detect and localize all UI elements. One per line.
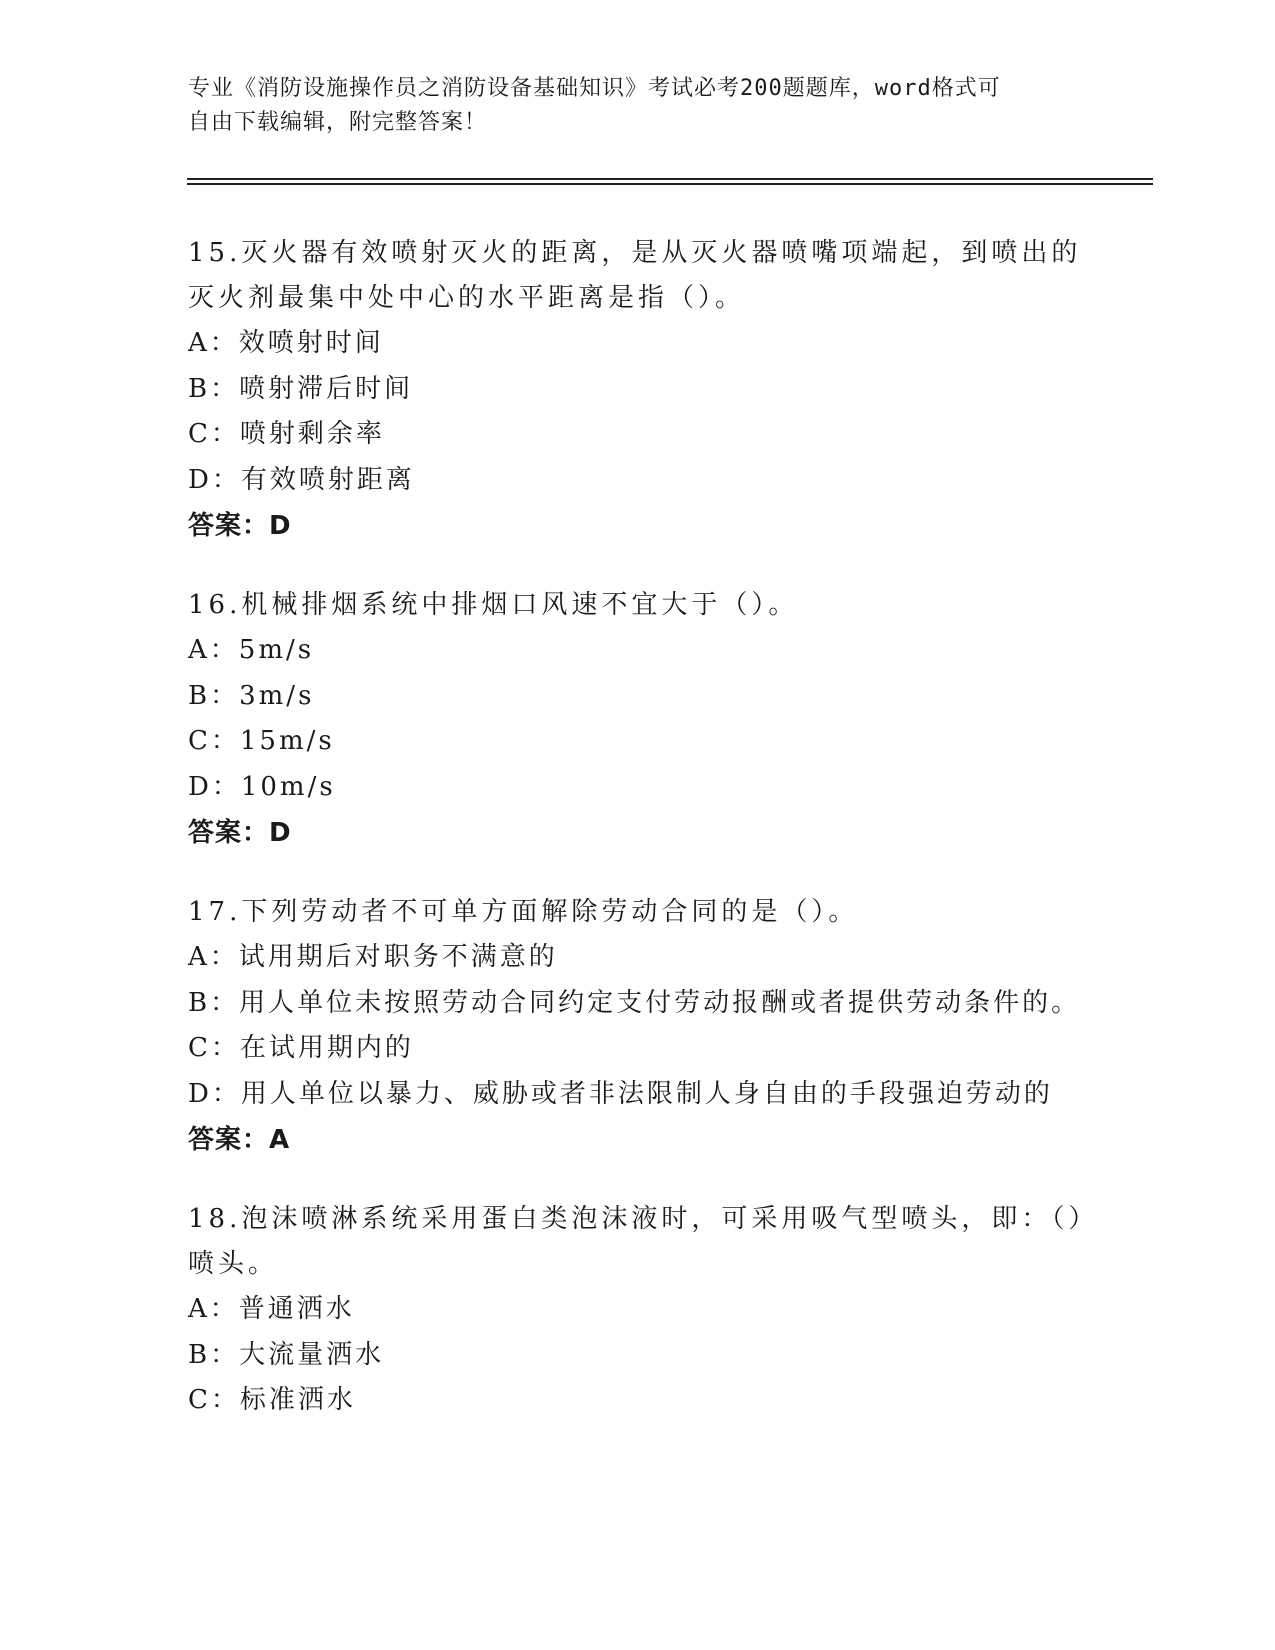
option-b: B：3m/s bbox=[188, 680, 315, 711]
header-line-2: 自由下载编辑，附完整答案！ bbox=[188, 110, 488, 135]
option-b: B：喷射滞后时间 bbox=[188, 373, 414, 404]
option-a: A：5m/s bbox=[188, 635, 315, 665]
question-text: 18.泡沫喷淋系统采用蛋白类泡沫液时，可采用吸气型喷头，即：（）喷头。 bbox=[188, 1204, 1086, 1279]
option-c: C：在试用期内的 bbox=[188, 1033, 414, 1063]
option-c: C：标准洒水 bbox=[188, 1385, 356, 1415]
option-d: D：10m/s bbox=[188, 771, 336, 802]
question-text: 16.机械排烟系统中排烟口风速不宜大于（）。 bbox=[188, 590, 799, 620]
question-list bbox=[188, 231, 1088, 1458]
header-line-1: 专业《消防设施操作员之消防设备基础知识》考试必考200题题库，word格式可 bbox=[188, 76, 1001, 101]
option-d: D：用人单位以暴力、威胁或者非法限制人身自由的手段强迫劳动的 bbox=[188, 1078, 1053, 1109]
question-text: 15.灭火器有效喷射灭火的距离，是从灭火器喷嘴项端起，到喷出的灭火剂最集中处中心的水平距离是指（）。 bbox=[188, 238, 1082, 313]
option-b: B：用人单位未按照劳动合同约定支付劳动报酬或者提供劳动条件的。 bbox=[188, 987, 1081, 1018]
question-15 bbox=[188, 231, 1088, 549]
question-18 bbox=[188, 1197, 1088, 1424]
option-a: A：试用期后对职务不满意的 bbox=[188, 942, 558, 972]
option-a: A：效喷射时间 bbox=[188, 328, 384, 358]
header-divider-top bbox=[187, 178, 1153, 180]
document-header bbox=[188, 72, 1068, 140]
option-c: C：喷射剩余率 bbox=[188, 419, 385, 449]
question-text: 17.下列劳动者不可单方面解除劳动合同的是（）。 bbox=[188, 897, 859, 927]
option-d: D：有效喷射距离 bbox=[188, 464, 415, 495]
header-divider-bottom bbox=[187, 183, 1153, 185]
question-16 bbox=[188, 583, 1088, 856]
option-b: B：大流量洒水 bbox=[188, 1339, 385, 1370]
answer-label: 答案：D bbox=[188, 511, 292, 541]
option-a: A：普通洒水 bbox=[188, 1294, 355, 1324]
answer-label: 答案：A bbox=[188, 1125, 291, 1155]
question-17 bbox=[188, 890, 1088, 1163]
option-c: C：15m/s bbox=[188, 726, 335, 756]
answer-label: 答案：D bbox=[188, 818, 292, 848]
